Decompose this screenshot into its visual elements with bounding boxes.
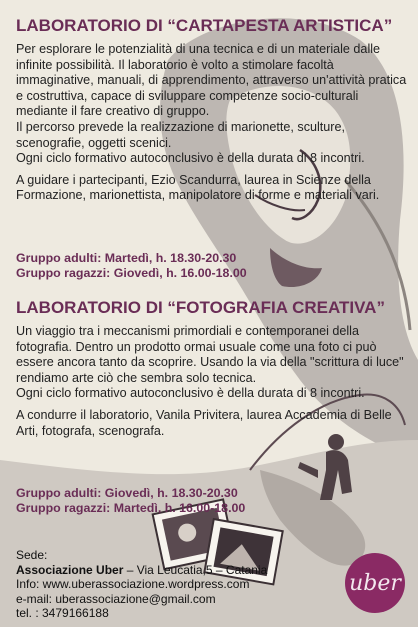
address: – Via Leucatia,5 – Catania (123, 562, 268, 577)
address-line (16, 563, 316, 578)
lab2-paragraph-teacher: A condurre il laboratorio, Vanila Privitera, laurea Accademia di Belle Arti, fotografa, scenografa. (16, 407, 392, 438)
lab2-group-adults: Gruppo adulti: Giovedì, h. 18.30-20.30 (16, 486, 238, 500)
lab2-paragraph-intro: Un viaggio tra i meccanismi primordiali e contemporanei della fotografia. Dentro un prodotto ormai usuale come una foto ci può essere ancora tanto da scoprire. Usando la via della "scrittura di luce" rendiamo arte ciò che sembra solo tecnica. (16, 324, 404, 385)
lab1-paragraph-teacher: A guidare i partecipanti, Ezio Scandurra, laurea in Scienze della Formazione, marionettista, manipolatore di forme e materiali vari. (16, 172, 380, 203)
lab2-group-kids: Gruppo ragazzi: Martedì, h. 16.00-18.00 (16, 501, 246, 515)
lab1-paragraph-duration: Ogni ciclo formativo autoconclusivo è della durata di 8 incontri. (16, 151, 365, 166)
lab1-description (16, 42, 408, 204)
uber-logo-text: uber (349, 570, 401, 596)
uber-logo (345, 553, 405, 613)
lab1-title: LABORATORIO DI “CARTAPESTA ARTISTICA” (16, 16, 393, 35)
lab2-description (16, 324, 408, 439)
contact-info (16, 548, 316, 621)
lab1-group-adults: Gruppo adulti: Martedì, h. 18.30-20.30 (16, 251, 237, 265)
lab2-paragraph-duration: Ogni ciclo formativo autoconclusivo è della durata di 8 incontri. (16, 386, 365, 401)
email-info: e-mail: uberassociazione@gmail.com (16, 591, 216, 606)
website-info: Info: www.uberassociazione.wordpress.com (16, 577, 250, 592)
lab1-paragraph-intro: Per esplorare le potenzialità di una tecnica e di un materiale dalle infinite possibilità. Il laboratorio è volto a stimolare facoltà immaginative, manuali, di apprendimento, attraverso un'attività pratica e costruttiva, capace di sviluppare competenze socio-culturali mediante il fare creativo di gruppo. (16, 42, 407, 119)
lab1-paragraph-program: Il percorso prevede la realizzazione di marionette, sculture, scenografie, oggetti scenici. (16, 119, 345, 150)
lab1-group-kids: Gruppo ragazzi: Giovedì, h. 16.00-18.00 (16, 266, 247, 280)
phone-info: tel. : 3479166188 (16, 606, 109, 621)
organization-name: Associazione Uber (16, 562, 124, 577)
lab2-title: LABORATORIO DI “FOTOGRAFIA CREATIVA” (16, 298, 385, 317)
sede-label: Sede: (16, 548, 48, 562)
